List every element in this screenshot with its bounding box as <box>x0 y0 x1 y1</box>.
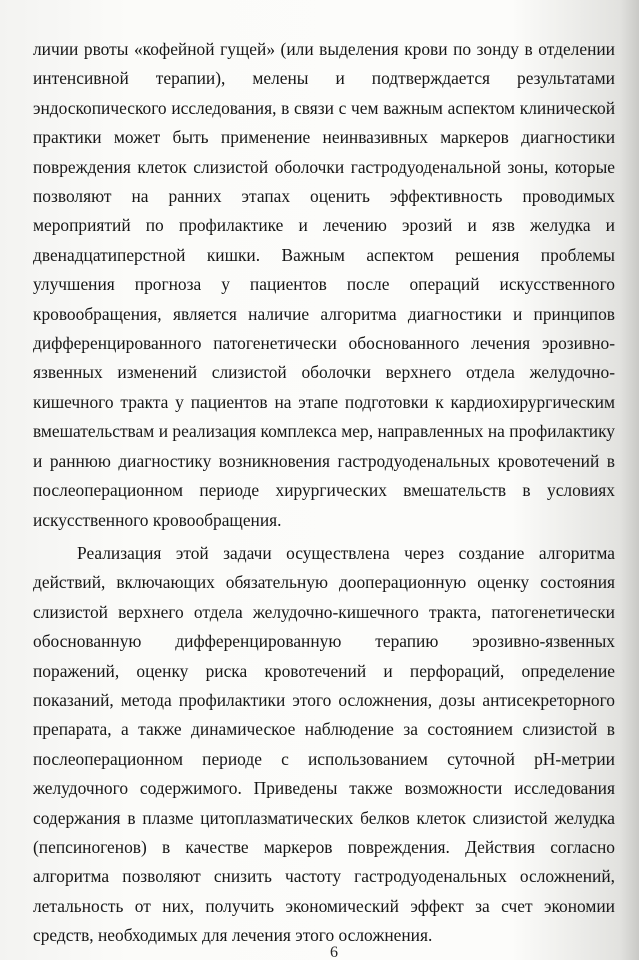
body-text <box>33 35 615 951</box>
paragraph-2: Реализация этой задачи осуществлена через создание алгоритма действий, включающих обязательную дооперационную оценку состояния слизистой верхнего отдела желудочно-кишечного тракта, патогенетически обоснованную дифференцированную терапию эрозивно-язвенных поражений, оценку риска кровотечений и перфораций, определение показаний, метода профилактики этого осложнения, дозы антисекреторного препарата, а также динамическое наблюдение за состоянием слизистой в послеоперационном периоде с использованием суточной pH-метрии желудочного содержимого. Приведены также возможности исследования содержания в плазме цитоплазматических белков клеток слизистой желудка (пепсиногенов) в качестве маркеров повреждения. Действия согласно алгоритма позволяют снизить частоту гастродуоденальных осложнений, летальность от них, получить экономический эффект за счет экономии средств, необходимых для лечения этого осложнения. <box>33 542 615 946</box>
paragraph-1: личии рвоты «кофейной гущей» (или выделения крови по зонду в отделении интенсивной терапии), мелены и подтверждается результатами эндоскопического исследования, в связи с чем важным аспектом клинической практики может быть применение неинвазивных маркеров диагностики повреждения клеток слизистой оболочки гастродуоденальной зоны, которые позволяют на ранних этапах оценить эффективность проводимых мероприятий по профилактике и лечению эрозий и язв желудка и двенадцатиперстной кишки. Важным аспектом решения проблемы улучшения прогноза у пациентов после операций искусственного кровообращения, является наличие алгоритма диагностики и принципов дифференцированного патогенетически обоснованного лечения эрозивно-язвенных изменений слизистой оболочки верхнего отдела желудочно-кишечного тракта у пациентов на этапе подготовки к кардиохирургическим вмешательствам и реализация комплекса мер, направленных на профилактику и раннюю диагностику возникновения гастродуоденальных кровотечений в послеоперационном периоде хирургических вмешательств в условиях искусственного кровообращения. <box>33 39 615 530</box>
page-number: 6 <box>330 944 338 960</box>
